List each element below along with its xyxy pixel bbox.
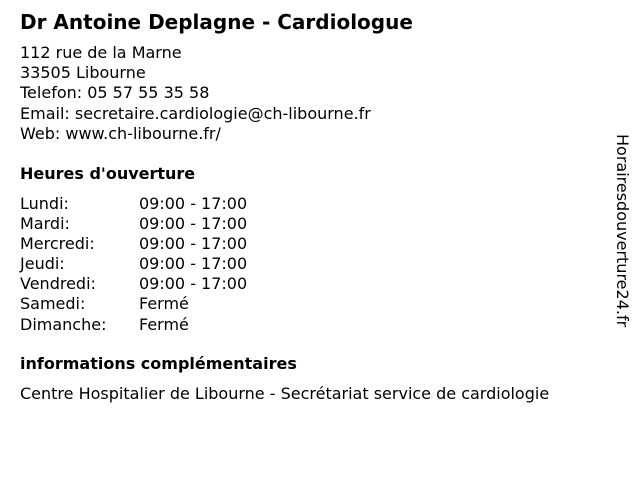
contact-block [20,43,371,144]
address-city: 33505 Libourne [20,63,146,83]
email-text: Email: secretaire.cardiologie@ch-libourne.fr [20,103,371,123]
site-watermark: Horairesdouverture24.fr [613,134,632,328]
day-label: Samedi: [20,294,86,314]
day-label: Mercredi: [20,234,95,254]
hours-value: 09:00 - 17:00 [139,234,248,254]
additional-info-heading: informations complémentaires [20,354,297,373]
day-label: Mardi: [20,214,70,234]
address-street: 112 rue de la Marne [20,43,182,62]
day-label: Vendredi: [20,274,96,294]
hours-value: 09:00 - 17:00 [139,194,248,213]
additional-info-text: Centre Hospitalier de Libourne - Secrétariat service de cardiologie [20,384,550,403]
hours-value: 09:00 - 17:00 [139,254,248,274]
day-label: Lundi: [20,194,69,213]
day-label: Jeudi: [20,254,65,274]
website-text: Web: www.ch-libourne.fr/ [20,123,221,143]
hours-value: Fermé [139,294,189,314]
hours-value: Fermé [139,314,189,334]
hours-value: 09:00 - 17:00 [139,274,248,294]
opening-hours-heading: Heures d'ouverture [20,164,196,183]
page-title: Dr Antoine Deplagne - Cardiologue [20,10,413,34]
hours-value: 09:00 - 17:00 [139,214,248,234]
phone-text: Telefon: 05 57 55 35 58 [20,83,210,103]
day-label: Dimanche: [20,314,107,334]
